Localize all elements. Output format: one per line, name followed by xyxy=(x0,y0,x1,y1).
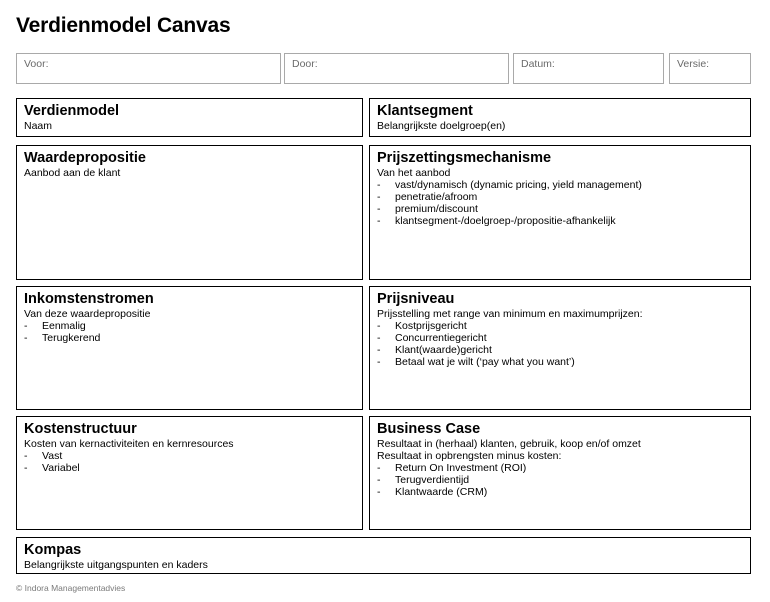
list-item: - Terugkerend xyxy=(24,332,101,344)
klantsegment-subtitle: Belangrijkste doelgroep(en) xyxy=(377,120,506,132)
inkomstenstromen-title: Inkomstenstromen xyxy=(24,291,154,307)
prijszetting-box xyxy=(369,145,751,280)
prijsniveau-list xyxy=(377,320,743,368)
list-item: - Eenmalig xyxy=(24,320,86,332)
list-item: - Klant(waarde)gericht xyxy=(377,344,492,356)
prijszetting-list xyxy=(377,179,743,227)
inkomstenstromen-box xyxy=(16,286,363,410)
kostenstructuur-subtitle: Kosten van kernactiviteiten en kernresources xyxy=(24,438,234,450)
prijsniveau-box xyxy=(369,286,751,410)
list-item: - Vast xyxy=(24,450,63,462)
list-item: - Kostprijsgericht xyxy=(377,320,467,332)
waardepropositie-title: Waardepropositie xyxy=(24,150,146,166)
klantsegment-box xyxy=(369,98,751,137)
footer-copyright: © Indora Managementadvies xyxy=(16,583,126,593)
datum-label: Datum: xyxy=(521,58,555,70)
kompas-subtitle: Belangrijkste uitgangspunten en kaders xyxy=(24,559,208,571)
prijszetting-title: Prijszettingsmechanisme xyxy=(377,150,552,166)
verdienmodel-subtitle: Naam xyxy=(24,120,53,132)
businesscase-box xyxy=(369,416,751,530)
businesscase-subtitle-2: Resultaat in opbrengsten minus kosten: xyxy=(377,450,562,462)
businesscase-title: Business Case xyxy=(377,421,481,437)
versie-label: Versie: xyxy=(677,58,710,70)
list-item: - penetratie/afroom xyxy=(377,191,478,203)
verdienmodel-title: Verdienmodel xyxy=(24,103,120,119)
businesscase-list xyxy=(377,462,743,498)
page-title: Verdienmodel Canvas xyxy=(16,14,231,37)
list-item: - klantsegment-/doelgroep-/propositie-afhankelijk xyxy=(377,215,616,227)
kostenstructuur-title: Kostenstructuur xyxy=(24,421,137,437)
klantsegment-title: Klantsegment xyxy=(377,103,473,119)
prijsniveau-subtitle: Prijsstelling met range van minimum en maximumprijzen: xyxy=(377,308,643,320)
versie-field[interactable] xyxy=(669,53,751,84)
datum-field[interactable] xyxy=(513,53,664,84)
verdienmodel-box xyxy=(16,98,363,137)
voor-label: Voor: xyxy=(24,58,49,70)
inkomstenstromen-subtitle: Van deze waardepropositie xyxy=(24,308,151,320)
door-field[interactable] xyxy=(284,53,509,84)
list-item: - Terugverdientijd xyxy=(377,474,470,486)
list-item: - Betaal wat je wilt (‘pay what you want’) xyxy=(377,356,575,368)
list-item: - Concurrentiegericht xyxy=(377,332,487,344)
prijszetting-subtitle: Van het aanbod xyxy=(377,167,451,179)
waardepropositie-box xyxy=(16,145,363,280)
list-item: - Return On Investment (ROI) xyxy=(377,462,527,474)
list-item: - vast/dynamisch (dynamic pricing, yield management) xyxy=(377,179,642,191)
kostenstructuur-box xyxy=(16,416,363,530)
voor-field[interactable] xyxy=(16,53,281,84)
businesscase-subtitle: Resultaat in (herhaal) klanten, gebruik, koop en/of omzet xyxy=(377,438,641,450)
list-item: - premium/discount xyxy=(377,203,478,215)
list-item: - Variabel xyxy=(24,462,80,474)
waardepropositie-subtitle: Aanbod aan de klant xyxy=(24,167,121,179)
kompas-title: Kompas xyxy=(24,542,82,558)
kostenstructuur-list xyxy=(24,450,355,474)
prijsniveau-title: Prijsniveau xyxy=(377,291,455,307)
door-label: Door: xyxy=(292,58,318,70)
inkomstenstromen-list xyxy=(24,320,355,344)
list-item: - Klantwaarde (CRM) xyxy=(377,486,488,498)
kompas-box xyxy=(16,537,751,574)
